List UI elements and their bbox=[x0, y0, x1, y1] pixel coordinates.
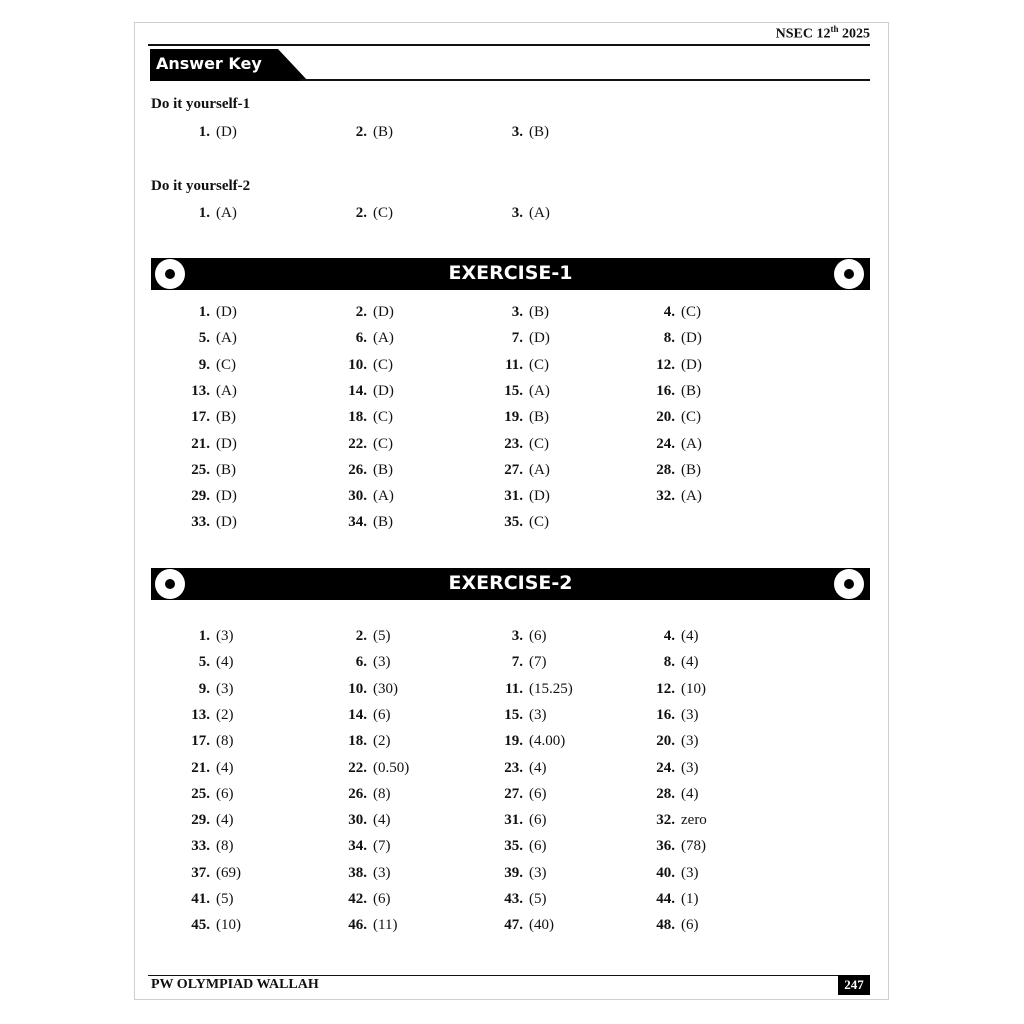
answer-item bbox=[186, 628, 234, 645]
answer-item bbox=[499, 760, 547, 777]
answer-number: 42. bbox=[348, 891, 367, 907]
answer-number: 19. bbox=[504, 733, 523, 750]
answer-value: (5) bbox=[216, 891, 234, 907]
answer-item bbox=[651, 733, 699, 750]
header-rule bbox=[148, 44, 870, 46]
answer-item bbox=[186, 304, 237, 321]
answer-value: (11) bbox=[373, 917, 398, 934]
answer-value: (6) bbox=[529, 838, 547, 855]
answer-item bbox=[499, 681, 573, 698]
answer-number: 38. bbox=[348, 864, 367, 881]
answer-number: 30. bbox=[348, 488, 367, 505]
answer-value: (3) bbox=[373, 864, 391, 881]
answer-value: (C) bbox=[373, 435, 393, 452]
answer-value: (3) bbox=[529, 864, 547, 881]
answer-number: 24. bbox=[656, 759, 675, 776]
answer-item bbox=[651, 786, 699, 803]
answer-item bbox=[186, 733, 234, 750]
answer-number: 22. bbox=[348, 759, 367, 776]
answer-key-label: Answer Key bbox=[156, 54, 262, 73]
answer-number: 18. bbox=[348, 409, 367, 426]
answer-item bbox=[186, 917, 241, 934]
answer-number: 17. bbox=[191, 409, 210, 426]
answer-number: 25. bbox=[191, 785, 210, 802]
footer-publisher: PW OLYMPIAD WALLAH bbox=[151, 977, 319, 992]
answer-item bbox=[499, 733, 565, 750]
answer-item bbox=[343, 514, 393, 531]
answer-number: 13. bbox=[191, 706, 210, 723]
answer-value: (D) bbox=[681, 330, 702, 347]
answer-value: (A) bbox=[681, 435, 702, 452]
answer-item bbox=[343, 865, 391, 882]
answer-number: 33. bbox=[191, 514, 210, 531]
answer-number: 28. bbox=[656, 785, 675, 802]
answer-item bbox=[651, 838, 706, 855]
exercise1-title: EXERCISE-1 bbox=[448, 262, 573, 284]
answer-value: (4) bbox=[529, 759, 547, 776]
answer-value: (B) bbox=[681, 461, 701, 478]
answer-value: (3) bbox=[681, 864, 699, 881]
answer-number: 1. bbox=[198, 304, 210, 320]
answer-value: (A) bbox=[529, 205, 550, 221]
answer-number: 4. bbox=[663, 628, 675, 644]
answer-number: 31. bbox=[504, 812, 523, 829]
answer-value: (C) bbox=[529, 356, 549, 373]
answer-number: 29. bbox=[191, 488, 210, 505]
answer-item bbox=[186, 205, 237, 222]
answer-item bbox=[343, 409, 393, 426]
answer-value: (6) bbox=[529, 785, 547, 802]
answer-item bbox=[499, 436, 549, 453]
answer-value: (C) bbox=[529, 435, 549, 452]
page-number: 247 bbox=[838, 975, 870, 995]
answer-value: (2) bbox=[373, 733, 391, 750]
answer-item bbox=[186, 383, 237, 400]
answer-value: (6) bbox=[529, 812, 547, 829]
answer-value: (A) bbox=[373, 330, 394, 347]
answer-number: 47. bbox=[504, 917, 523, 934]
answer-value: (3) bbox=[529, 706, 547, 723]
answer-number: 14. bbox=[348, 382, 367, 399]
answer-item bbox=[651, 654, 699, 671]
answer-item bbox=[186, 462, 236, 479]
answer-value: (C) bbox=[373, 409, 393, 426]
answer-item bbox=[499, 462, 550, 479]
answer-item bbox=[651, 865, 699, 882]
answer-number: 6. bbox=[355, 330, 367, 347]
answer-number: 2. bbox=[355, 304, 367, 320]
answer-item bbox=[499, 383, 550, 400]
answer-item bbox=[499, 786, 547, 803]
answer-value: (A) bbox=[529, 382, 550, 399]
answer-key-rule bbox=[300, 79, 870, 81]
answer-number: 3. bbox=[511, 628, 523, 644]
answer-number: 43. bbox=[504, 891, 523, 907]
answer-value: (15.25) bbox=[529, 680, 573, 697]
answer-number: 3. bbox=[511, 205, 523, 221]
answer-value: (C) bbox=[529, 514, 549, 531]
answer-number: 1. bbox=[198, 124, 210, 140]
answer-item bbox=[343, 812, 391, 829]
answer-value: (C) bbox=[681, 304, 701, 320]
answer-value: (6) bbox=[216, 785, 234, 802]
answer-number: 16. bbox=[656, 382, 675, 399]
answer-item bbox=[651, 917, 699, 934]
answer-item bbox=[499, 205, 550, 222]
answer-value: (2) bbox=[216, 706, 234, 723]
answer-value: (A) bbox=[681, 488, 702, 505]
answer-item bbox=[186, 865, 241, 882]
answer-number: 27. bbox=[504, 785, 523, 802]
answer-value: (6) bbox=[529, 628, 547, 644]
answer-item bbox=[651, 330, 702, 347]
answer-value: (4) bbox=[681, 628, 699, 644]
answer-item bbox=[186, 891, 234, 908]
answer-item bbox=[499, 409, 549, 426]
answer-value: (B) bbox=[529, 304, 549, 320]
answer-value: (B) bbox=[216, 461, 236, 478]
answer-number: 13. bbox=[191, 382, 210, 399]
answer-item bbox=[343, 628, 391, 645]
answer-number: 9. bbox=[198, 680, 210, 697]
answer-value: (3) bbox=[681, 706, 699, 723]
answer-number: 36. bbox=[656, 838, 675, 855]
answer-value: (A) bbox=[216, 330, 237, 347]
answer-value: (4) bbox=[373, 812, 391, 829]
answer-number: 8. bbox=[663, 330, 675, 347]
answer-value: (D) bbox=[681, 356, 702, 373]
answer-item bbox=[186, 812, 234, 829]
answer-value: (C) bbox=[681, 409, 701, 426]
answer-number: 20. bbox=[656, 409, 675, 426]
answer-value: (0.50) bbox=[373, 759, 410, 776]
answer-value: (4) bbox=[681, 654, 699, 671]
answer-item bbox=[343, 205, 393, 222]
answer-value: (4) bbox=[216, 759, 234, 776]
answer-number: 8. bbox=[663, 654, 675, 671]
answer-number: 4. bbox=[663, 304, 675, 320]
answer-number: 23. bbox=[504, 759, 523, 776]
answer-item bbox=[186, 681, 234, 698]
answer-value: (B) bbox=[373, 124, 393, 140]
answer-item bbox=[343, 462, 393, 479]
answer-item bbox=[343, 733, 391, 750]
answer-item bbox=[499, 707, 547, 724]
answer-item bbox=[499, 654, 547, 671]
answer-number: 29. bbox=[191, 812, 210, 829]
answer-value: (B) bbox=[529, 409, 549, 426]
answer-item bbox=[651, 436, 702, 453]
answer-number: 31. bbox=[504, 488, 523, 505]
answer-number: 46. bbox=[348, 917, 367, 934]
answer-item bbox=[499, 917, 554, 934]
answer-number: 40. bbox=[656, 864, 675, 881]
answer-number: 5. bbox=[198, 330, 210, 347]
answer-value: (D) bbox=[529, 488, 550, 505]
answer-key-tab bbox=[150, 49, 310, 81]
answer-value: (4.00) bbox=[529, 733, 566, 750]
answer-value: (D) bbox=[373, 382, 394, 399]
answer-item bbox=[186, 838, 234, 855]
page-header-title: NSEC 12th 2025 bbox=[775, 24, 870, 42]
answer-number: 26. bbox=[348, 785, 367, 802]
answer-value: (7) bbox=[373, 838, 391, 855]
answer-number: 7. bbox=[511, 330, 523, 347]
answer-item bbox=[343, 786, 391, 803]
answer-item bbox=[343, 838, 391, 855]
answer-value: (10) bbox=[216, 917, 241, 934]
answer-item bbox=[499, 891, 547, 908]
answer-item bbox=[651, 707, 699, 724]
answer-number: 10. bbox=[348, 680, 367, 697]
exercise2-title: EXERCISE-2 bbox=[448, 572, 573, 594]
answer-item bbox=[343, 383, 394, 400]
answer-number: 21. bbox=[191, 759, 210, 776]
diy1-heading: Do it yourself-1 bbox=[151, 96, 251, 112]
answer-number: 3. bbox=[511, 124, 523, 140]
answer-value: (5) bbox=[529, 891, 547, 907]
answer-number: 3. bbox=[511, 304, 523, 320]
answer-number: 44. bbox=[656, 891, 675, 907]
answer-value: (78) bbox=[681, 838, 706, 855]
answer-value: (8) bbox=[373, 785, 391, 802]
answer-item bbox=[651, 304, 701, 321]
answer-value: (5) bbox=[373, 628, 391, 644]
answer-item bbox=[343, 304, 394, 321]
answer-number: 33. bbox=[191, 838, 210, 855]
answer-item bbox=[499, 304, 549, 321]
answer-item bbox=[343, 681, 398, 698]
answer-item bbox=[499, 628, 547, 645]
answer-item bbox=[651, 760, 699, 777]
answer-value: (6) bbox=[681, 917, 699, 934]
answer-item bbox=[343, 891, 391, 908]
answer-number: 48. bbox=[656, 917, 675, 934]
answer-number: 39. bbox=[504, 864, 523, 881]
answer-number: 22. bbox=[348, 435, 367, 452]
exercise2-banner bbox=[151, 568, 870, 600]
answer-number: 20. bbox=[656, 733, 675, 750]
answer-value: (D) bbox=[529, 330, 550, 347]
answer-number: 45. bbox=[191, 917, 210, 934]
answer-number: 5. bbox=[198, 654, 210, 671]
answer-number: 12. bbox=[656, 356, 675, 373]
answer-item bbox=[651, 488, 702, 505]
answer-number: 9. bbox=[198, 356, 210, 373]
answer-item bbox=[343, 124, 393, 141]
footer-rule bbox=[148, 975, 870, 976]
answer-item bbox=[186, 409, 236, 426]
exercise1-banner bbox=[151, 258, 870, 290]
answer-number: 27. bbox=[504, 461, 523, 478]
answer-number: 14. bbox=[348, 706, 367, 723]
answer-number: 1. bbox=[198, 205, 210, 221]
bullet-icon bbox=[834, 569, 864, 599]
answer-number: 17. bbox=[191, 733, 210, 750]
answer-item bbox=[343, 654, 391, 671]
answer-item bbox=[651, 462, 701, 479]
answer-number: 2. bbox=[355, 124, 367, 140]
answer-value: (B) bbox=[373, 514, 393, 531]
answer-item bbox=[651, 357, 702, 374]
answer-item bbox=[651, 628, 699, 645]
answer-item bbox=[186, 760, 234, 777]
answer-item bbox=[499, 812, 547, 829]
answer-number: 30. bbox=[348, 812, 367, 829]
answer-number: 10. bbox=[348, 356, 367, 373]
answer-value: (A) bbox=[216, 205, 237, 221]
answer-item bbox=[343, 917, 397, 934]
answer-number: 34. bbox=[348, 838, 367, 855]
diy2-heading: Do it yourself-2 bbox=[151, 178, 251, 194]
answer-item bbox=[343, 488, 394, 505]
answer-value: (30) bbox=[373, 680, 398, 697]
answer-number: 35. bbox=[504, 838, 523, 855]
answer-number: 2. bbox=[355, 205, 367, 221]
answer-value: (B) bbox=[681, 382, 701, 399]
answer-value: (4) bbox=[681, 785, 699, 802]
answer-number: 19. bbox=[504, 409, 523, 426]
answer-value: (3) bbox=[681, 733, 699, 750]
answer-value: (10) bbox=[681, 680, 706, 697]
answer-value: (6) bbox=[373, 706, 391, 723]
answer-item bbox=[499, 838, 547, 855]
answer-number: 11. bbox=[505, 356, 523, 373]
answer-value: (A) bbox=[529, 461, 550, 478]
answer-value: (C) bbox=[373, 205, 393, 221]
answer-value: zero bbox=[681, 812, 707, 829]
answer-item bbox=[651, 812, 707, 829]
bullet-icon bbox=[834, 259, 864, 289]
answer-item bbox=[186, 654, 234, 671]
answer-item bbox=[343, 436, 393, 453]
answer-item bbox=[343, 760, 409, 777]
answer-value: (D) bbox=[216, 488, 237, 505]
answer-value: (D) bbox=[216, 514, 237, 531]
answer-value: (1) bbox=[681, 891, 699, 907]
answer-number: 26. bbox=[348, 461, 367, 478]
answer-number: 12. bbox=[656, 680, 675, 697]
answer-item bbox=[499, 124, 549, 141]
answer-item bbox=[186, 786, 234, 803]
answer-item bbox=[186, 124, 237, 141]
answer-number: 23. bbox=[504, 435, 523, 452]
answer-item bbox=[186, 514, 237, 531]
answer-number: 1. bbox=[198, 628, 210, 644]
answer-item bbox=[499, 357, 549, 374]
answer-value: (7) bbox=[529, 654, 547, 671]
answer-value: (3) bbox=[373, 654, 391, 671]
answer-item bbox=[651, 891, 699, 908]
answer-number: 37. bbox=[191, 864, 210, 881]
answer-item bbox=[186, 330, 237, 347]
answer-value: (C) bbox=[373, 356, 393, 373]
answer-value: (8) bbox=[216, 733, 234, 750]
answer-number: 34. bbox=[348, 514, 367, 531]
answer-number: 15. bbox=[504, 706, 523, 723]
answer-number: 21. bbox=[191, 435, 210, 452]
answer-item bbox=[343, 707, 391, 724]
answer-number: 6. bbox=[355, 654, 367, 671]
answer-value: (B) bbox=[373, 461, 393, 478]
answer-number: 11. bbox=[505, 680, 523, 697]
answer-item bbox=[186, 436, 237, 453]
answer-value: (A) bbox=[216, 382, 237, 399]
answer-value: (4) bbox=[216, 812, 234, 829]
answer-value: (4) bbox=[216, 654, 234, 671]
answer-item bbox=[343, 330, 394, 347]
answer-value: (69) bbox=[216, 864, 241, 881]
answer-number: 25. bbox=[191, 461, 210, 478]
answer-number: 15. bbox=[504, 382, 523, 399]
answer-item bbox=[651, 409, 701, 426]
answer-number: 18. bbox=[348, 733, 367, 750]
answer-number: 28. bbox=[656, 461, 675, 478]
answer-number: 2. bbox=[355, 628, 367, 644]
answer-value: (A) bbox=[373, 488, 394, 505]
answer-item bbox=[651, 681, 706, 698]
answer-value: (D) bbox=[216, 304, 237, 320]
answer-number: 7. bbox=[511, 654, 523, 671]
answer-value: (40) bbox=[529, 917, 554, 934]
answer-number: 32. bbox=[656, 488, 675, 505]
answer-value: (8) bbox=[216, 838, 234, 855]
answer-item bbox=[499, 514, 549, 531]
answer-number: 35. bbox=[504, 514, 523, 531]
answer-item bbox=[343, 357, 393, 374]
answer-value: (C) bbox=[216, 356, 236, 373]
answer-item bbox=[186, 357, 236, 374]
answer-value: (6) bbox=[373, 891, 391, 907]
answer-number: 16. bbox=[656, 706, 675, 723]
answer-item bbox=[186, 707, 234, 724]
answer-item bbox=[651, 383, 701, 400]
answer-item bbox=[186, 488, 237, 505]
answer-item bbox=[499, 330, 550, 347]
answer-value: (3) bbox=[216, 680, 234, 697]
answer-value: (D) bbox=[216, 435, 237, 452]
answer-value: (D) bbox=[216, 124, 237, 140]
answer-item bbox=[499, 488, 550, 505]
answer-value: (B) bbox=[529, 124, 549, 140]
answer-value: (D) bbox=[373, 304, 394, 320]
answer-value: (3) bbox=[216, 628, 234, 644]
answer-number: 32. bbox=[656, 812, 675, 829]
answer-value: (B) bbox=[216, 409, 236, 426]
answer-value: (3) bbox=[681, 759, 699, 776]
answer-number: 41. bbox=[191, 891, 210, 907]
answer-number: 24. bbox=[656, 435, 675, 452]
answer-item bbox=[499, 865, 547, 882]
